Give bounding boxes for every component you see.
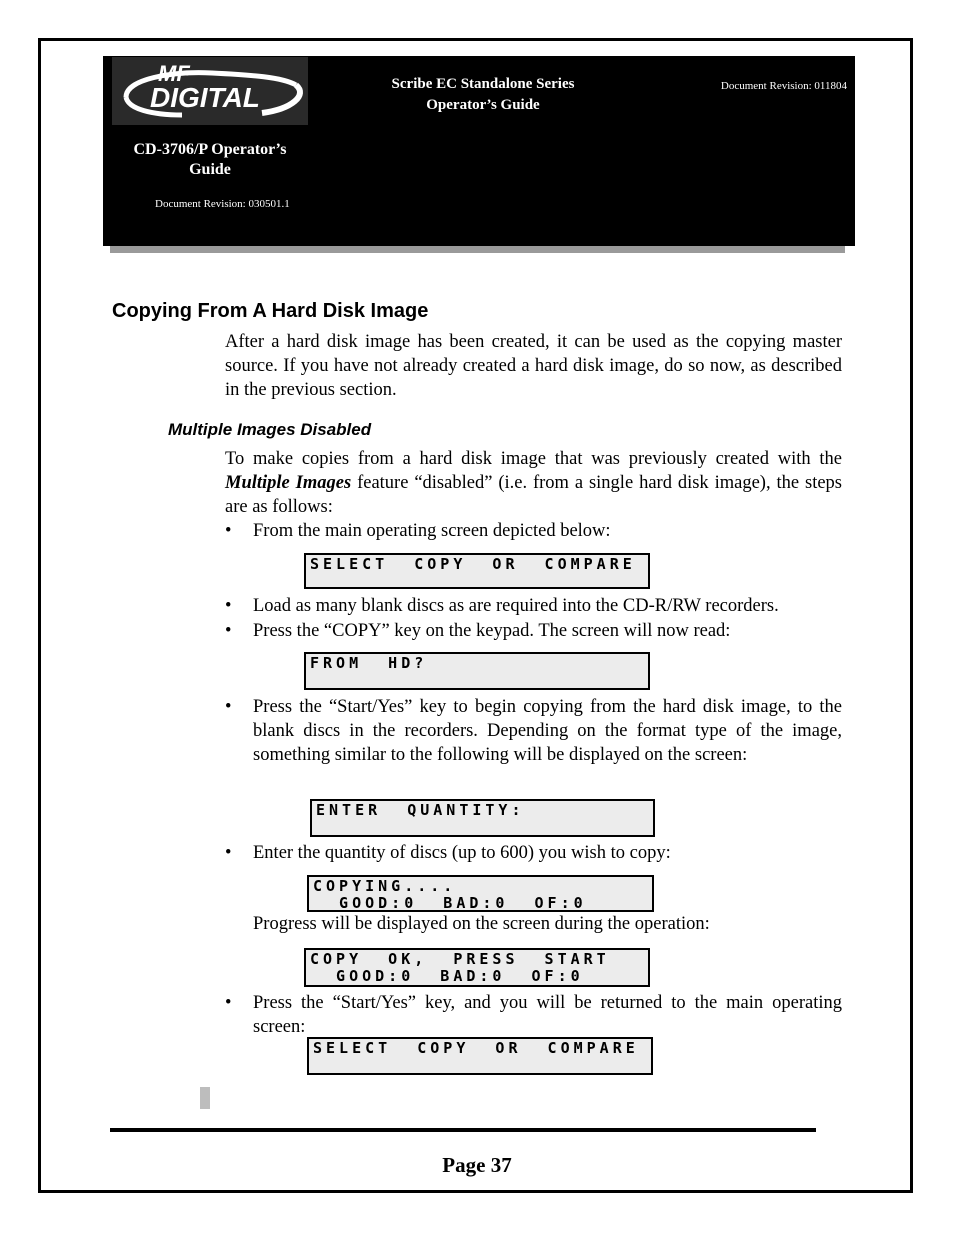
page-number: Page 37 (442, 1153, 512, 1177)
bullet-dot: • (225, 993, 232, 1013)
series-title-line1: Scribe EC Standalone Series (391, 76, 575, 92)
footer-rule (110, 1128, 816, 1132)
sub-paragraph-before: To make copies from a hard disk image that was previously created with the (225, 449, 842, 469)
step-text: Press the “COPY” key on the keypad. The screen will now read: (253, 621, 731, 641)
bullet-dot: • (225, 843, 232, 863)
series-title-line2: Operator’s Guide (426, 97, 540, 113)
guide-title: CD-3706/P Operator’s Guide (133, 141, 287, 178)
lcd-line: COPYING.... (313, 877, 457, 895)
logo-mf-text: MF (158, 61, 190, 86)
intro-paragraph: After a hard disk image has been created, it can be used as the copying master source. If you have not already created a hard disk image, do so now, as described in the previous section. (225, 332, 842, 400)
step-text: Press the “Start/Yes” key, and you will be returned to the main operating screen: (253, 993, 842, 1037)
margin-marker (200, 1087, 210, 1109)
lcd-line: COPY OK, PRESS START (310, 950, 610, 968)
list-item (225, 594, 842, 618)
bullet-dot: • (225, 697, 232, 717)
bullet-dot: • (225, 621, 232, 641)
subsection-title: Multiple Images Disabled (168, 420, 372, 439)
section-title: Copying From A Hard Disk Image (112, 300, 429, 322)
lcd-screen-select: SELECT COPY OR COMPARE (304, 553, 650, 589)
bullet-dot: • (225, 521, 232, 541)
list-item (225, 519, 842, 543)
lcd-screen-copying (307, 875, 654, 912)
list-item (225, 991, 842, 1039)
guide-revision: Document Revision: 030501.1 (155, 198, 290, 210)
bullet-dot: • (225, 596, 232, 616)
list-item (225, 619, 842, 643)
progress-note: Progress will be displayed on the screen during the operation: (253, 914, 710, 934)
list-item (225, 841, 842, 865)
list-item (225, 695, 842, 767)
sub-paragraph-after: feature “disabled” (i.e. from a single hard disk image), the steps are as follows: (225, 473, 842, 517)
mf-digital-logo (112, 57, 308, 125)
header-shadow (110, 245, 845, 253)
sub-paragraph-emphasis: Multiple Images (225, 473, 352, 493)
logo-digital-text: DIGITAL (150, 82, 260, 113)
lcd-line: GOOD:0 BAD:0 OF:0 (310, 967, 584, 985)
step-text: Press the “Start/Yes” key to begin copying from the hard disk image, to the blank discs in the recorders. Depending on the format type of the image, something similar to the following will be displayed on the screen: (253, 697, 842, 765)
lcd-screen-select-final: SELECT COPY OR COMPARE (307, 1037, 653, 1075)
lcd-screen-from-hd: FROM HD? (304, 652, 650, 690)
lcd-line: GOOD:0 BAD:0 OF:0 (313, 894, 587, 912)
document-revision: Document Revision: 011804 (720, 80, 847, 92)
document-header (103, 56, 855, 246)
step-text: From the main operating screen depicted below: (253, 521, 611, 541)
step-text: Load as many blank discs as are required into the CD-R/RW recorders. (253, 596, 779, 616)
lcd-screen-copy-ok (304, 948, 650, 987)
series-title (363, 74, 603, 116)
step-text: Enter the quantity of discs (up to 600) you wish to copy: (253, 843, 671, 863)
lcd-screen-enter-quantity: ENTER QUANTITY: (310, 799, 655, 837)
sub-paragraph (225, 447, 842, 519)
